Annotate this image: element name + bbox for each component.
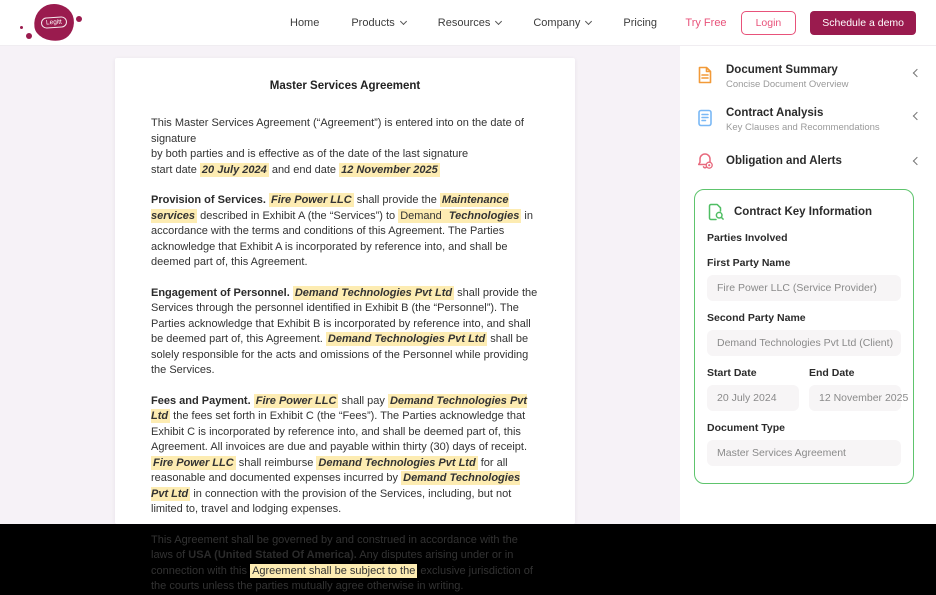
document-text: shall be solely responsible for the acts and omissions of the Personnel while providing the Services.: [151, 333, 529, 376]
highlighted-text: 20 July 2024: [201, 163, 267, 176]
right-sidebar: [680, 46, 936, 524]
document-text: shall pay: [338, 394, 388, 407]
chevron-left-icon[interactable]: [913, 69, 921, 77]
highlighted-text: Fire Power LLC: [255, 394, 337, 407]
document-title: Master Services Agreement: [269, 80, 421, 92]
highlighted-text: Demand Technologies Pvt Ltd: [294, 286, 453, 299]
contract-key-info-panel: [694, 189, 914, 484]
site-header: [0, 0, 936, 46]
second-party-input[interactable]: Demand Technologies Pvt Ltd (Client): [707, 330, 901, 356]
document-paper: [115, 58, 575, 592]
chevron-down-icon: [585, 17, 592, 24]
logo-dot: [26, 33, 32, 39]
document-text: Provision of Services.: [151, 194, 269, 206]
document-text: shall provide the: [353, 194, 440, 206]
tool-obligation-alerts[interactable]: [694, 150, 920, 172]
logo-dot: [20, 26, 23, 29]
highlighted-text: 12 November 2025: [341, 163, 438, 176]
document-body: [151, 116, 539, 595]
document-text: described in Exhibit A (the “Services”) to: [197, 209, 399, 222]
tool-subtitle: Concise Document Overview: [726, 79, 849, 90]
first-party-input[interactable]: Fire Power LLC (Service Provider): [707, 275, 901, 301]
document-paragraph: [151, 286, 539, 379]
nav-label: Home: [290, 16, 320, 29]
document-paragraph: [151, 394, 539, 518]
logo-text: Legitt: [41, 16, 68, 29]
document-text: USA (United Stated Of America).: [188, 549, 357, 561]
document-type-input[interactable]: Master Services Agreement: [707, 440, 901, 466]
header-actions: [685, 11, 916, 35]
document-paragraph: [151, 533, 539, 595]
document-text: and end date: [268, 163, 340, 176]
highlighted-text: Demand: [400, 209, 445, 222]
alerts-bell-icon: [694, 150, 716, 172]
nav-label: Resources: [437, 16, 491, 29]
tool-document-summary[interactable]: [694, 64, 920, 90]
highlighted-text: Demand Technologies Pvt Ltd: [327, 333, 486, 345]
try-free-link[interactable]: Try Free: [685, 16, 727, 29]
document-paragraph: [151, 116, 539, 178]
highlighted-text: Demand Technologies Pvt Ltd: [151, 472, 521, 500]
document-text: shall provide the Services through the personnel identified in Exhibit B (the “Personnel”). The Parties acknowledge that Exhibit B is incorporated by reference into, and shall be deemed part of, this Agreement.: [151, 286, 538, 345]
start-date-label: Start Date: [707, 367, 757, 379]
nav-item-resources[interactable]: [438, 17, 502, 29]
tool-subtitle: Key Clauses and Recommendations: [726, 122, 880, 133]
highlighted-text: Technologies: [448, 209, 520, 222]
tool-title: Contract Analysis: [726, 107, 824, 119]
key-info-title: Contract Key Information: [734, 206, 873, 218]
document-text: exclusive jurisdiction of the courts unless the parties mutually agree otherwise in writing.: [151, 564, 533, 592]
nav-item-products[interactable]: [351, 17, 405, 29]
document-text: This Master Services Agreement (“Agreement”) is entered into on the date of signature: [151, 117, 524, 145]
chevron-down-icon: [400, 17, 407, 24]
document-text: Engagement of Personnel.: [151, 286, 293, 299]
main-nav: [290, 17, 657, 29]
chevron-down-icon: [495, 17, 502, 24]
highlighted-text: Fire Power LLC: [271, 194, 352, 206]
document-summary-icon: [694, 64, 716, 86]
nav-item-company[interactable]: [533, 17, 591, 29]
highlighted-text: Demand Technologies Pvt Ltd: [318, 456, 476, 469]
document-text: for all reasonable and documented expenses incurred by: [151, 456, 508, 484]
contract-analysis-icon: [694, 107, 716, 129]
nav-item-pricing[interactable]: [623, 17, 657, 29]
end-date-label: End Date: [809, 367, 855, 379]
highlighted-text: Demand Technologies Pvt Ltd: [151, 394, 528, 422]
end-date-input[interactable]: 12 November 2025: [809, 385, 901, 411]
logo-blob-icon: [32, 1, 77, 43]
login-button[interactable]: Login: [741, 11, 797, 35]
document-text: Any disputes arising under or in connection with this: [151, 549, 514, 577]
schedule-demo-button[interactable]: Schedule a demo: [810, 11, 916, 35]
first-party-label: First Party Name: [707, 257, 791, 269]
document-text: by both parties and is effective as of the date of the last signature: [151, 148, 469, 160]
document-text: in accordance with the terms and conditions of this Agreement. The Parties acknowledge that Exhibit A is incorporated by reference into, and shall be deemed part of, this Agreement.: [151, 209, 533, 268]
highlighted-text: Maintenance services: [151, 194, 509, 222]
document-text: shall reimburse: [235, 456, 317, 469]
tool-contract-analysis[interactable]: [694, 107, 920, 133]
document-area: [0, 46, 680, 592]
parties-involved-label: Parties Involved: [707, 232, 788, 244]
document-text: Fees and Payment.: [151, 394, 254, 407]
nav-label: Products: [351, 16, 395, 29]
document-text: the fees set forth in Exhibit C (the “Fees”). The Parties acknowledge that Exhibit C is incorporated by reference into, and shall be deemed part of, this Agreement. All invoices are due and payable within thirty (30) days of receipt.: [151, 410, 528, 453]
highlighted-text: Agreement shall be subject to the: [252, 564, 416, 577]
contract-search-icon: [707, 203, 725, 221]
nav-label: Pricing: [623, 16, 658, 29]
legitt-logo[interactable]: [20, 0, 90, 46]
nav-item-home[interactable]: [290, 17, 319, 29]
second-party-label: Second Party Name: [707, 312, 806, 324]
tool-title: Document Summary: [726, 64, 838, 76]
chevron-left-icon[interactable]: [913, 157, 921, 165]
start-date-input[interactable]: 20 July 2024: [707, 385, 799, 411]
highlighted-text: Fire Power LLC: [153, 456, 234, 469]
document-text: start date: [151, 163, 200, 176]
document-text: in connection with the provision of the Services, including, but not limited to, travel and lodging expenses.: [151, 487, 512, 515]
document-paragraph: [151, 193, 539, 271]
logo-dot: [76, 16, 82, 22]
document-type-label: Document Type: [707, 422, 785, 434]
nav-label: Company: [533, 16, 581, 29]
document-text: This Agreement shall be governed by and construed in accordance with the laws of: [151, 533, 518, 561]
page-content: [0, 46, 936, 592]
chevron-left-icon[interactable]: [913, 112, 921, 120]
tool-title: Obligation and Alerts: [726, 155, 842, 167]
